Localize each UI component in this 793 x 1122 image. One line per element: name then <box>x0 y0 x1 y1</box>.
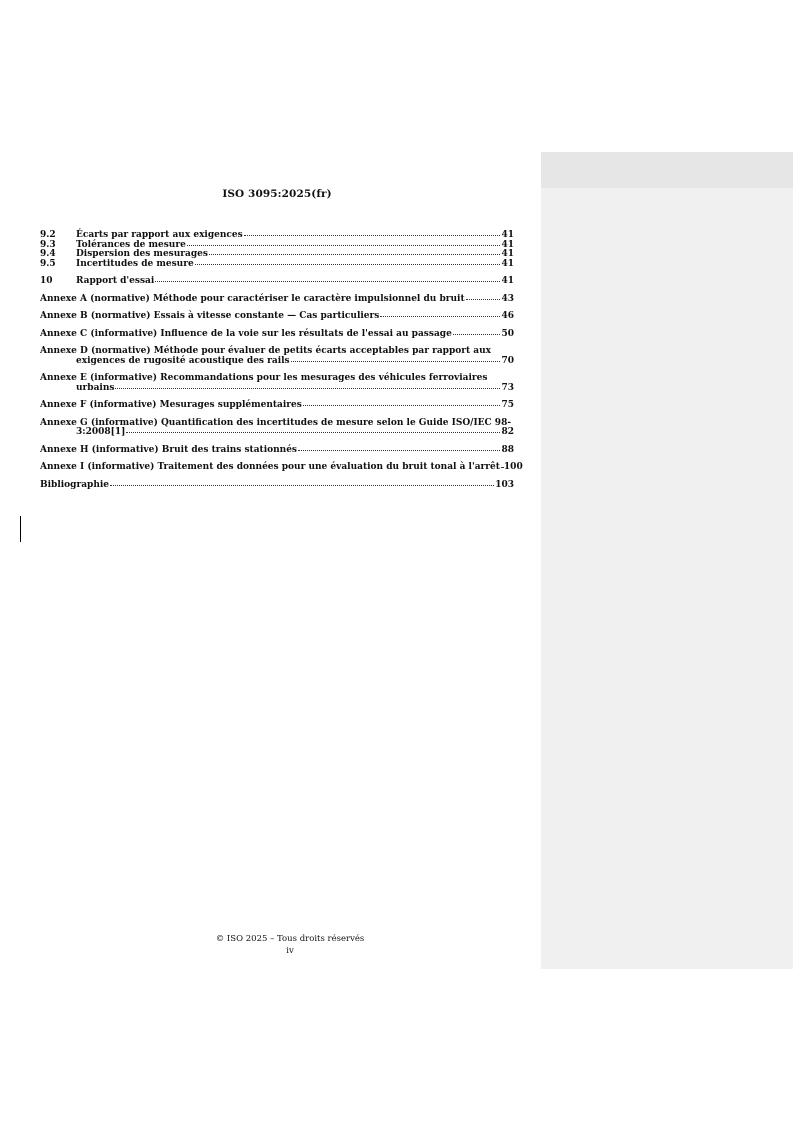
toc-title-continued: urbains <box>76 382 115 393</box>
toc-entry-annex-g[interactable] <box>40 419 514 438</box>
toc-page: 70 <box>501 355 514 366</box>
toc-page: 103 <box>495 479 514 490</box>
toc-number: 10 <box>40 276 53 286</box>
document-header: ISO 3095:2025(fr) <box>222 188 332 200</box>
toc-title: Annexe A (normative) Méthode pour caractériser le caractère impulsionnel du bruit <box>40 293 465 304</box>
toc-title-continued: exigences de rugosité acoustique des rails <box>76 355 290 366</box>
toc-entry-annex-b[interactable] <box>40 312 514 322</box>
dot-leader <box>298 449 500 451</box>
toc-page: 50 <box>501 328 514 339</box>
toc-title: Annexe C (informative) Influence de la voie sur les résultats de l'essai au passage <box>40 328 452 339</box>
dot-leader <box>501 466 503 468</box>
toc-title: Annexe H (informative) Bruit des trains stationnés <box>40 444 298 455</box>
toc-title: Annexe D (normative) Méthode pour évaluer de petits écarts acceptables par rapport aux <box>40 346 492 356</box>
toc-page: 82 <box>501 427 514 437</box>
toc-page: 73 <box>501 382 514 393</box>
toc-title: Annexe I (informative) Traitement des données pour une évaluation du bruit tonal à l'arrêt <box>40 462 500 472</box>
dot-leader <box>244 234 501 236</box>
toc-page: 88 <box>501 444 514 455</box>
toc-title: Rapport d'essai <box>76 276 155 286</box>
toc-title: Annexe E (informative) Recommandations pour les mesurages des véhicules ferroviaires <box>40 373 488 383</box>
toc-entry-annex-d[interactable] <box>40 347 514 366</box>
toc-page: 41 <box>501 230 514 240</box>
toc-entry-bibliography[interactable] <box>40 481 514 491</box>
dot-leader <box>380 315 500 317</box>
dot-leader <box>303 404 501 406</box>
dot-leader <box>453 333 501 335</box>
toc-page: 75 <box>501 400 514 410</box>
dot-leader <box>126 431 500 433</box>
toc-title: Écarts par rapport aux exigences <box>76 230 243 240</box>
toc-title: Annexe F (informative) Mesurages supplémentaires <box>40 400 302 410</box>
dot-leader <box>209 253 501 255</box>
toc-entry-annex-i[interactable] <box>40 462 523 473</box>
dot-leader <box>187 244 501 246</box>
toc-number: 9.4 <box>40 249 56 259</box>
toc-page: 100 <box>503 462 523 472</box>
toc-page: 41 <box>501 239 514 250</box>
dot-leader <box>155 280 500 282</box>
dot-leader <box>110 484 494 486</box>
toc-entry-10[interactable] <box>40 277 514 287</box>
toc-title-continued: 3:2008[1] <box>76 427 126 437</box>
text-cursor <box>20 516 21 542</box>
toc-page: 41 <box>501 258 514 269</box>
toc-entry-annex-a[interactable] <box>40 295 514 305</box>
toc-page: 43 <box>501 293 514 304</box>
page-number: iv <box>286 946 294 956</box>
toc-entry-annex-h[interactable] <box>40 446 514 456</box>
dot-leader <box>115 387 500 389</box>
page-footer <box>40 933 540 957</box>
toc-page: 41 <box>501 276 514 286</box>
toc-title: Annexe G (informative) Quantification des incertitudes de mesure selon le Guide ISO/IEC 98- <box>40 417 512 428</box>
toc-title: Bibliographie <box>40 479 110 490</box>
toc-title: Dispersion des mesurages <box>76 249 208 259</box>
toc-entry-annex-e[interactable] <box>40 374 514 393</box>
table-of-contents <box>40 230 523 490</box>
toc-number: 9.2 <box>40 230 56 240</box>
toc-page: 41 <box>501 249 514 259</box>
dot-leader <box>291 360 501 362</box>
toc-page: 46 <box>501 311 514 321</box>
toc-entry-annex-c[interactable] <box>40 330 514 340</box>
toc-title: Annexe B (normative) Essais à vitesse constante — Cas particuliers <box>40 311 380 321</box>
dot-leader <box>466 298 501 300</box>
toc-entry-annex-f[interactable] <box>40 401 514 411</box>
toc-title: Tolérances de mesure <box>76 239 186 250</box>
toc-entry-9-5[interactable] <box>40 260 514 270</box>
comment-pane-header <box>541 152 793 188</box>
toc-title: Incertitudes de mesure <box>76 258 194 269</box>
toc-number: 9.3 <box>40 239 56 250</box>
dot-leader <box>195 263 501 265</box>
comment-pane <box>541 152 793 969</box>
copyright-notice: © ISO 2025 – Tous droits réservés <box>215 934 365 944</box>
toc-number: 9.5 <box>40 258 56 269</box>
